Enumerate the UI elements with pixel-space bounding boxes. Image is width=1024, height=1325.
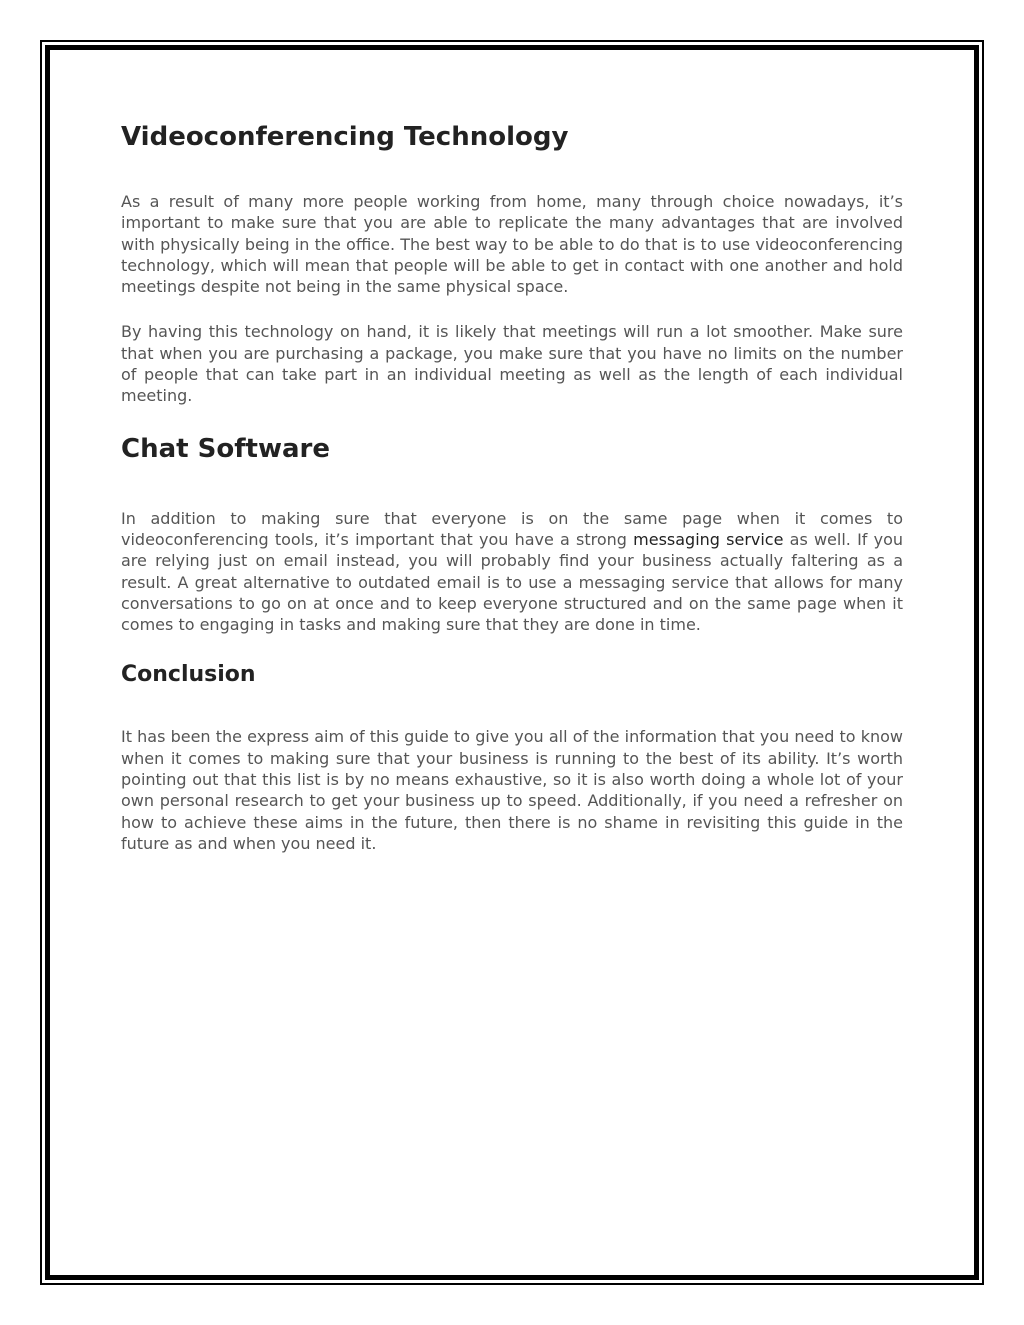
heading-conclusion: Conclusion [121, 662, 256, 688]
heading-videoconferencing: Videoconferencing Technology [121, 122, 569, 152]
document-body [121, 120, 903, 854]
paragraph-videoconferencing-2: By having this technology on hand, it is likely that meetings will run a lot smoother. Make sure that when you are purchasing a package, you make sure that you have no limits on the number of people that can take part in an individual meeting as well as the length of each individual meeting. [121, 322, 903, 406]
paragraph-videoconferencing-1: As a result of many more people working from home, many through choice nowadays, it’s important to make sure that you are able to replicate the many advantages that are involved with physically being in the office. The best way to be able to do that is to use videoconferencing technology, which will mean that people will be able to get in contact with one another and hold meetings despite not being in the same physical space. [121, 192, 903, 297]
heading-chat-software: Chat Software [121, 433, 330, 464]
paragraph-chat-text-after: as well. If you are relying just on email instead, you will probably find your business actually faltering as a result. A great alternative to outdated email is to use a messaging service that allows for many conversations to go on at once and to keep everyone structured and on the same page when it comes to engaging in tasks and making sure that they are done in time. [121, 529, 904, 635]
paragraph-chat-software [121, 508, 903, 636]
paragraph-conclusion: It has been the express aim of this guide to give you all of the information that you need to know when it comes to making sure that your business is running to the best of its ability. It’s worth pointing out that this list is by no means exhaustive, so it is also worth doing a whole lot of your own personal research to get your business up to speed. Additionally, if you need a refresher on how to achieve these aims in the future, then there is no shame in revisiting this guide in the future as and when you need it. [121, 727, 903, 853]
messaging-service-link[interactable]: messaging service [633, 529, 784, 549]
paragraph-chat-text-before: In addition to making sure that everyone is on the same page when it comes to videoconferencing tools, it’s important that you have a strong [121, 508, 903, 549]
